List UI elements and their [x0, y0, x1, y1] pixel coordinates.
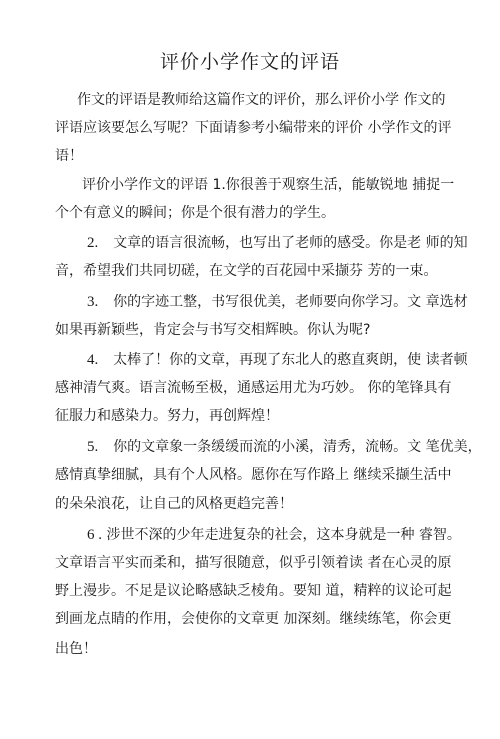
item-6-line-3: 野上漫步。不足是议论略感缺乏棱角。要知 道，精粹的议论可起: [55, 583, 452, 599]
intro-line-1: 作文的评语是教师给这篇作文的评价，那么评价小学 作文的: [77, 92, 446, 108]
item-3-number: 3.: [87, 294, 99, 310]
item-5-line-3: 的朵朵浪花，让自己的风格更趋完善！: [55, 496, 293, 512]
item-4-line-1: 太棒了！你的文章，再现了东北人的憨直爽朗，使 读者顿: [113, 352, 468, 368]
intro-line-2: 评语应该要怎么写呢？下面请参考小编带来的评价 小学作文的评: [55, 120, 452, 136]
item-3-line-2: 如果再新颖些，肯定会与书写交相辉映。你认为呢?: [55, 322, 371, 338]
item-3-paragraph-start: [87, 292, 468, 312]
item-6-line-4: 到画龙点睛的作用，会使你的文章更 加深刻。继续练笔，你会更: [55, 611, 452, 627]
item-4-paragraph-start: [87, 350, 468, 370]
item-1-line-1: 评价小学作文的评语 1.你很善于观察生活，能敏锐地 捕捉一: [82, 177, 455, 193]
intro-line-3: 语！: [55, 148, 83, 164]
item-2-line-1: 文章的语言很流畅，也写出了老师的感受。你是老 师的知: [113, 235, 468, 251]
item-5-paragraph-start: [87, 437, 482, 457]
item-6-number: 6 .: [87, 527, 102, 543]
item-4-line-2: 感神清气爽。语言流畅至极，通感运用尤为巧妙。 你的笔锋具有: [55, 380, 452, 396]
item-2-number: 2.: [87, 235, 99, 251]
item-6-line-1: 涉世不深的少年走进复杂的社会，这本身就是一种 睿智。: [106, 527, 461, 543]
item-6-line-5: 出色！: [55, 641, 97, 657]
item-5-line-1: 你的文章象一条缓缓而流的小溪，清秀，流畅。文 笔优美，: [113, 439, 482, 455]
document-title: 评价小学作文的评语: [159, 51, 340, 73]
item-6-line-2: 文章语言平实而柔和，描写很随意，似乎引领着读 者在心灵的原: [55, 555, 452, 571]
item-2-line-2: 音，希望我们共同切磋，在文学的百花园中采撷芬 芳的一束。: [55, 263, 438, 279]
item-2-paragraph-start: [87, 233, 468, 253]
item-1-line-2: 个个有意义的瞬间；你是个很有潜力的学生。: [55, 205, 335, 221]
item-4-number: 4.: [87, 352, 99, 368]
item-5-line-2: 感情真挚细腻，具有个人风格。愿你在写作路上 继续采撷生活中: [55, 467, 452, 483]
item-3-line-1: 你的字迹工整，书写很优美，老师要向你学习。文 章选材: [113, 294, 468, 310]
item-5-number: 5.: [87, 439, 99, 455]
item-6-paragraph-start: [87, 525, 461, 545]
item-4-line-3: 征服力和感染力。努力，再创辉煌！: [55, 408, 279, 424]
